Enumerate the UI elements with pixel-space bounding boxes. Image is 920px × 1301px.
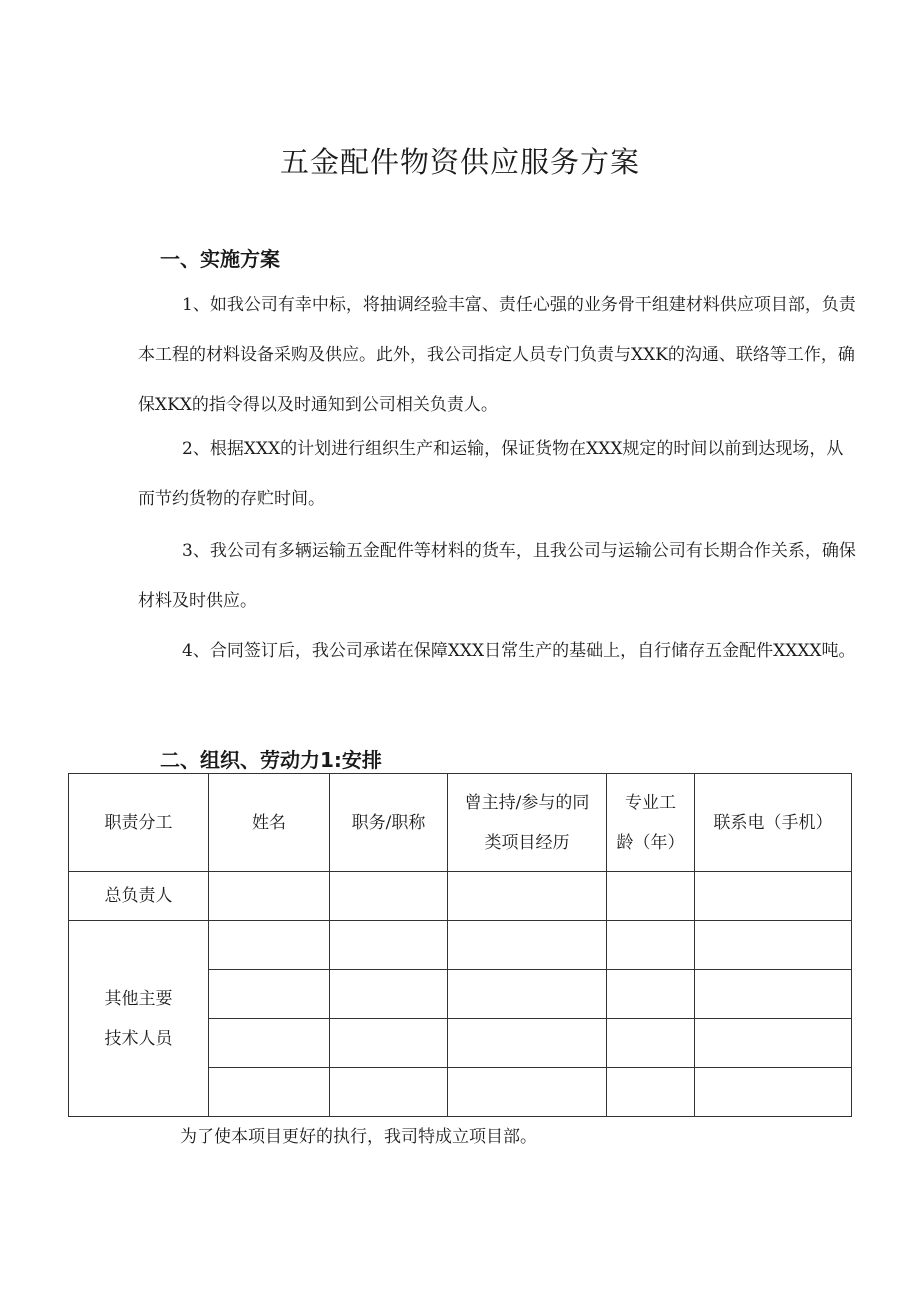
header-experience-line2: 类项目经历 bbox=[484, 832, 570, 853]
name-cell bbox=[209, 1019, 330, 1068]
phone-cell bbox=[695, 970, 852, 1019]
years-cell bbox=[607, 1068, 695, 1117]
header-years-line1: 专业工 bbox=[625, 792, 676, 813]
name-cell bbox=[209, 1068, 330, 1117]
experience-cell bbox=[448, 1068, 607, 1117]
staff-table bbox=[68, 773, 852, 1117]
title-cell bbox=[330, 970, 448, 1019]
years-cell bbox=[607, 970, 695, 1019]
experience-cell bbox=[448, 1019, 607, 1068]
table-row bbox=[69, 921, 852, 970]
phone-cell bbox=[695, 921, 852, 970]
table-header-row bbox=[69, 774, 852, 872]
header-name: 姓名 bbox=[209, 774, 330, 872]
years-cell bbox=[607, 921, 695, 970]
experience-cell bbox=[448, 921, 607, 970]
paragraph-3: 3、我公司有多辆运输五金配件等材料的货车，且我公司与运输公司有长期合作关系，确保材料及时供应。 bbox=[138, 541, 856, 611]
title-cell bbox=[330, 1019, 448, 1068]
name-cell bbox=[209, 970, 330, 1019]
paragraph-2: 2、根据XXX的计划进行组织生产和运输，保证货物在XXX规定的时间以前到达现场，从而节约货物的存贮时间。 bbox=[138, 439, 844, 509]
title-cell bbox=[330, 872, 448, 921]
title-cell bbox=[330, 1068, 448, 1117]
experience-cell bbox=[448, 872, 607, 921]
section1-heading: 一、实施方案 bbox=[160, 247, 280, 271]
years-cell bbox=[607, 1019, 695, 1068]
title-cell bbox=[330, 921, 448, 970]
phone-cell bbox=[695, 1068, 852, 1117]
header-role: 职责分工 bbox=[69, 774, 209, 872]
name-cell bbox=[209, 921, 330, 970]
header-phone: 联系电（手机） bbox=[695, 774, 852, 872]
years-cell bbox=[607, 872, 695, 921]
paragraph-4: 4、合同签订后，我公司承诺在保障XXX日常生产的基础上，自行储存五金配件XXXX吨。 bbox=[182, 641, 856, 661]
header-experience bbox=[448, 774, 607, 872]
document-title: 五金配件物资供应服务方案 bbox=[279, 145, 640, 179]
role-cell-merged bbox=[69, 921, 209, 1117]
section2-heading: 二、组织、劳动力1:安排 bbox=[160, 748, 382, 772]
header-title: 职务/职称 bbox=[330, 774, 448, 872]
footer-note: 为了使本项目更好的执行，我司特成立项目部。 bbox=[180, 1127, 537, 1147]
header-experience-line1: 曾主持/参与的同 bbox=[464, 792, 590, 813]
role-line2: 技术人员 bbox=[104, 1028, 173, 1049]
table-row bbox=[69, 872, 852, 921]
role-line1: 其他主要 bbox=[104, 988, 173, 1009]
experience-cell bbox=[448, 970, 607, 1019]
name-cell bbox=[209, 872, 330, 921]
phone-cell bbox=[695, 872, 852, 921]
header-years-line2: 龄（年） bbox=[616, 832, 685, 853]
paragraph-1: 1、如我公司有幸中标，将抽调经验丰富、责任心强的业务骨干组建材料供应项目部，负责本工程的材料设备采购及供应。此外，我公司指定人员专门负责与XXK的沟通、联络等工作，确保XKX的指令得以及时通知到公司相关负责人。 bbox=[138, 295, 856, 415]
role-cell: 总负责人 bbox=[69, 872, 209, 921]
phone-cell bbox=[695, 1019, 852, 1068]
header-years bbox=[607, 774, 695, 872]
